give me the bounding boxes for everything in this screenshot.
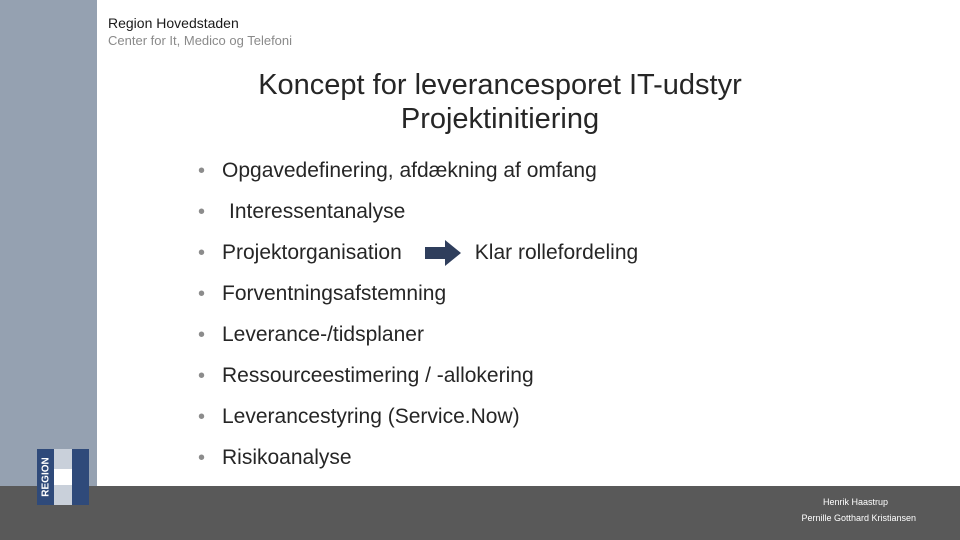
bullet-dot-icon: • (198, 159, 206, 182)
logo-text: REGION (40, 457, 52, 497)
bullet-item (198, 232, 638, 273)
footer-author-1: Henrik Haastrup (822, 497, 888, 507)
arrow-target-text: Klar rollefordeling (474, 240, 639, 264)
bullet-item (198, 396, 638, 437)
footer-author-2: Pernille Gotthard Kristiansen (801, 513, 916, 523)
department-name: Center for It, Medico og Telefoni (108, 33, 293, 48)
title-line-2: Projektinitiering (400, 103, 600, 135)
bullet-text: Leverancestyring (Service.Now) (222, 404, 520, 428)
bullet-item (198, 437, 638, 478)
bullet-item (198, 314, 638, 355)
bullet-text: Risikoanalyse (222, 445, 352, 469)
bullet-dot-icon: • (198, 323, 206, 346)
bullet-dot-icon: • (198, 364, 206, 387)
bullet-item (198, 273, 638, 314)
bullet-dot-icon: • (198, 405, 206, 428)
bullet-dot-icon: • (198, 241, 206, 264)
bullet-dot-icon: • (198, 446, 206, 469)
bullet-item (198, 191, 638, 232)
bullet-text: Opgavedefinering, afdækning af omfang (222, 158, 597, 182)
bullet-text: Ressourceestimering / -allokering (222, 363, 534, 387)
bullet-text: Forventningsafstemning (222, 281, 447, 305)
title-line-1: Koncept for leverancesporet IT-udstyr (258, 69, 742, 101)
bullet-item (198, 150, 638, 191)
bullet-dot-icon: • (198, 282, 206, 305)
bullet-text: Interessentanalyse (229, 199, 406, 223)
slide-title (160, 68, 840, 136)
region-h-logo (34, 449, 90, 505)
bullet-text: Projektorganisation (222, 240, 402, 264)
bullet-text: Leverance-/tidsplaner (222, 322, 424, 346)
bullet-list (198, 150, 638, 478)
bullet-item (198, 355, 638, 396)
organization-name: Region Hovedstaden (108, 15, 239, 31)
bullet-dot-icon: • (198, 200, 206, 223)
right-arrow-icon (425, 240, 461, 266)
